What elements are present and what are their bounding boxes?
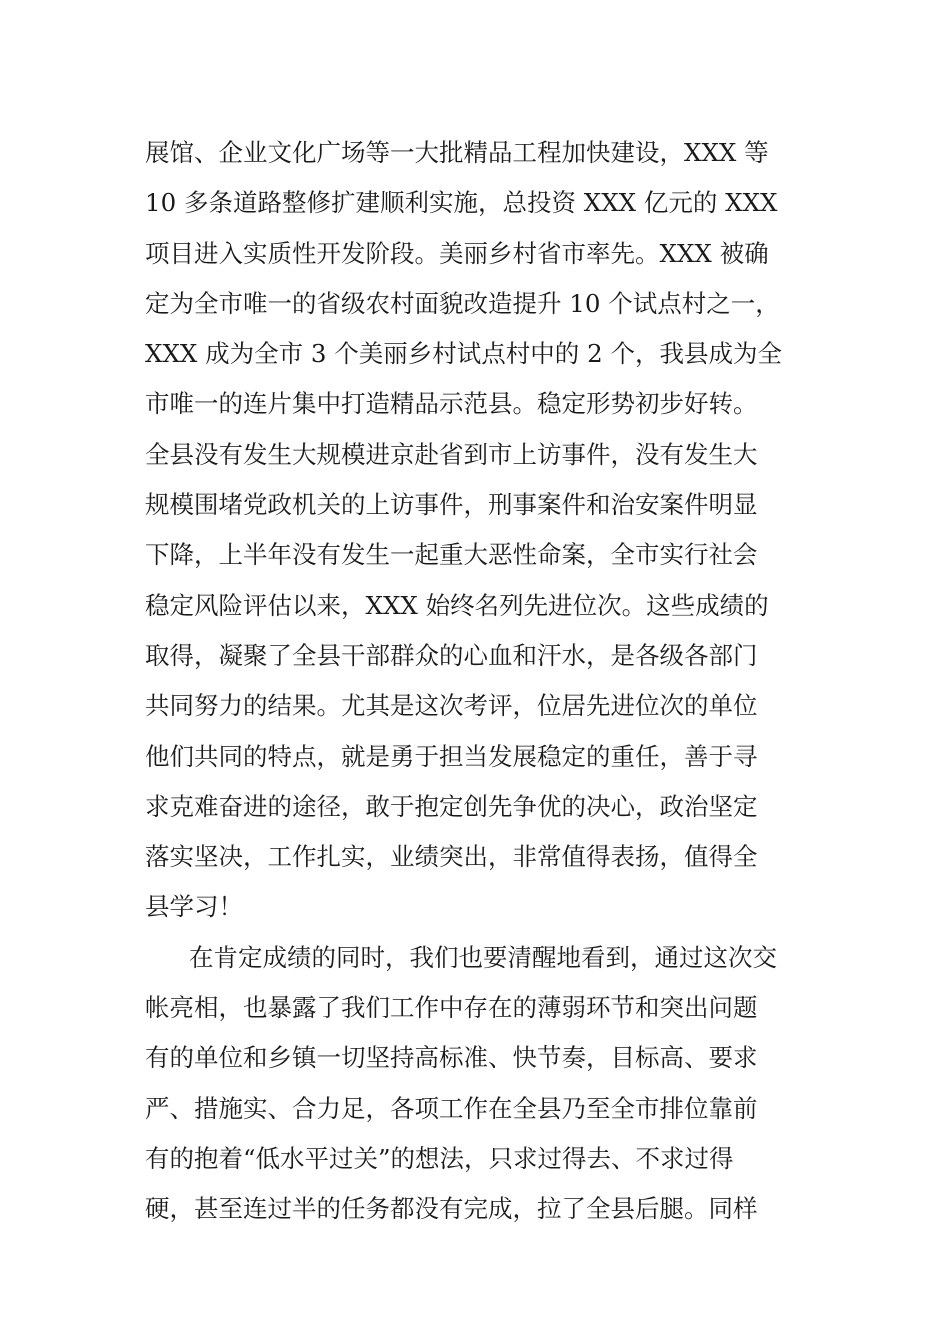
text-line-8: 规模围堵党政机关的上访事件，刑事案件和治安案件明显 <box>145 490 758 520</box>
text-line-9: 下降，上半年没有发生一起重大恶性命案，全市实行社会 <box>145 540 758 570</box>
text-line-13: 他们共同的特点，就是勇于担当发展稳定的重任，善于寻 <box>145 741 758 771</box>
document-body <box>145 128 810 1235</box>
text-line-18: 帐亮相，也暴露了我们工作中存在的薄弱环节和突出问题 <box>145 993 758 1023</box>
text-line-12: 共同努力的结果。尤其是这次考评，位居先进位次的单位 <box>145 691 758 721</box>
text-line-10: 稳定风险评估以来，XXX 始终名列先进位次。这些成绩的 <box>145 590 769 620</box>
paragraph-start-line-17: 在肯定成绩的同时，我们也要清醒地看到，通过这次交 <box>189 942 777 972</box>
text-line-11: 取得，凝聚了全县干部群众的心血和汗水，是各级各部门 <box>145 640 758 670</box>
text-line-6: 市唯一的连片集中打造精品示范县。稳定形势初步好转。 <box>145 389 758 419</box>
text-line-5: XXX 成为全市 3 个美丽乡村试点村中的 2 个，我县成为全 <box>145 339 782 369</box>
text-line-14: 求克难奋进的途径，敢于抱定创先争优的决心，政治坚定 <box>145 791 758 821</box>
text-line-19: 有的单位和乡镇一切坚持高标准、快节奏，目标高、要求 <box>145 1043 758 1073</box>
text-line-3: 项目进入实质性开发阶段。美丽乡村省市率先。XXX 被确 <box>145 238 769 268</box>
text-line-15: 落实坚决，工作扎实，业绩突出，非常值得表扬，值得全 <box>145 842 758 872</box>
text-line-21: 有的抱着“低水平过关”的想法，只求过得去、不求过得 <box>145 1143 734 1173</box>
text-line-4: 定为全市唯一的省级农村面貌改造提升 10 个试点村之一， <box>145 288 780 318</box>
text-line-1: 展馆、企业文化广场等一大批精品工程加快建设，XXX 等 <box>145 138 769 167</box>
text-line-16: 县学习！ <box>145 892 243 922</box>
text-line-7: 全县没有发生大规模进京赴省到市上访事件，没有发生大 <box>145 439 758 469</box>
text-line-20: 严、措施实、合力足，各项工作在全县乃至全市排位靠前 <box>145 1093 758 1123</box>
text-line-22: 硬，甚至连过半的任务都没有完成，拉了全县后腿。同样 <box>145 1194 758 1224</box>
text-line-2: 10 多条道路整修扩建顺利实施，总投资 XXX 亿元的 XXX <box>145 188 778 218</box>
